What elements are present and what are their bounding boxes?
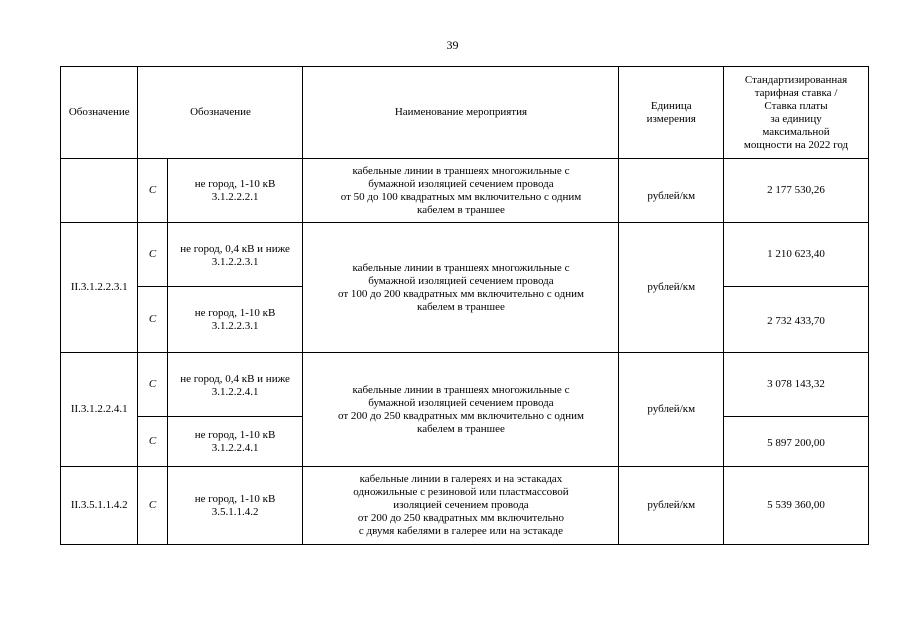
rate-value: 3 078 143,32	[724, 353, 869, 417]
event-description: кабельные линии в траншеях многожильные с бумажной изоляцией сечением провода от 200 до 250 квадратных мм включительно с одним кабелем в траншее	[303, 353, 619, 467]
category-letter: C	[138, 417, 167, 467]
event-description: кабельные линии в траншеях многожильные с бумажной изоляцией сечением провода от 100 до 200 квадратных мм включительно с одним кабелем в траншее	[303, 223, 619, 353]
rate-value: 5 539 360,00	[724, 467, 869, 545]
page-number: 39	[446, 38, 459, 52]
row-code: II.3.1.2.2.3.1	[61, 223, 138, 353]
subcategory: не город, 1-10 кВ 3.1.2.2.3.1	[167, 287, 303, 353]
subcategory: не город, 1-10 кВ 3.1.2.2.2.1	[167, 159, 303, 223]
event-description: кабельные линии в траншеях многожильные с бумажной изоляцией сечением провода от 50 до 100 квадратных мм включительно с одним кабелем в траншее	[303, 159, 619, 223]
header-designation: Обозначение	[61, 67, 138, 159]
category-letter: C	[138, 287, 167, 353]
table-row	[61, 467, 869, 545]
table-row	[61, 353, 869, 417]
table-row	[61, 159, 869, 223]
header-row	[61, 67, 869, 159]
rate-value: 1 210 623,40	[724, 223, 869, 287]
unit: рублей/км	[619, 223, 724, 353]
header-event-name: Наименование мероприятия	[303, 67, 619, 159]
row-code	[61, 159, 138, 223]
rate-value: 2 732 433,70	[724, 287, 869, 353]
subcategory: не город, 0,4 кВ и ниже 3.1.2.2.4.1	[167, 353, 303, 417]
subcategory: не город, 1-10 кВ 3.5.1.1.4.2	[167, 467, 303, 545]
tariff-table	[60, 66, 869, 545]
category-letter: C	[138, 353, 167, 417]
category-letter: C	[138, 223, 167, 287]
table-row	[61, 223, 869, 287]
rate-value: 2 177 530,26	[724, 159, 869, 223]
unit: рублей/км	[619, 353, 724, 467]
unit: рублей/км	[619, 467, 724, 545]
category-letter: C	[138, 467, 167, 545]
row-code: II.3.1.2.2.4.1	[61, 353, 138, 467]
category-letter: C	[138, 159, 167, 223]
rate-value: 5 897 200,00	[724, 417, 869, 467]
event-description: кабельные линии в галереях и на эстакадах одножильные с резиновой или пластмассовой изоляцией сечением провода от 200 до 250 квадратных мм включительно с двумя кабелями в галерее или на эстакаде	[303, 467, 619, 545]
header-rate: Стандартизированная тарифная ставка / Ставка платы за единицу максимальной мощности на 2022 год	[724, 67, 869, 159]
unit: рублей/км	[619, 159, 724, 223]
header-unit: Единица измерения	[619, 67, 724, 159]
header-designation-sub: Обозначение	[138, 67, 303, 159]
subcategory: не город, 1-10 кВ 3.1.2.2.4.1	[167, 417, 303, 467]
subcategory: не город, 0,4 кВ и ниже 3.1.2.2.3.1	[167, 223, 303, 287]
row-code: II.3.5.1.1.4.2	[61, 467, 138, 545]
